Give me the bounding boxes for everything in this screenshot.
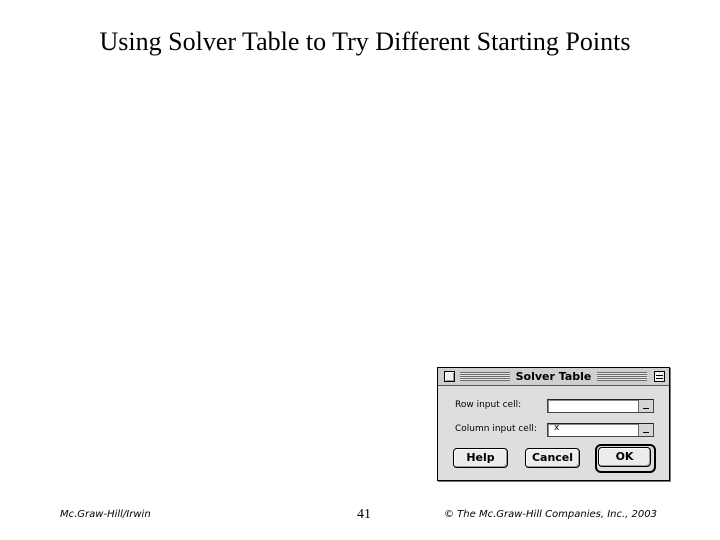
row-input-label: Row input cell: bbox=[455, 400, 522, 410]
footer-publisher: Mc.Graw-Hill/Irwin bbox=[60, 509, 151, 520]
column-input-label: Column input cell: bbox=[455, 424, 537, 434]
collapse-box-icon[interactable] bbox=[654, 371, 665, 382]
cancel-button[interactable]: Cancel bbox=[525, 448, 580, 468]
dialog-title: Solver Table bbox=[510, 369, 597, 384]
titlebar-stripes-left bbox=[460, 372, 510, 381]
row-collapse-ref-icon[interactable] bbox=[638, 400, 653, 412]
slide-title: Using Solver Table to Try Different Starting Points bbox=[99, 27, 631, 56]
dialog-titlebar[interactable] bbox=[438, 368, 669, 386]
help-button[interactable]: Help bbox=[453, 448, 508, 468]
close-box-icon[interactable] bbox=[444, 371, 455, 382]
ok-button[interactable]: OK bbox=[598, 447, 651, 467]
solver-table-dialog bbox=[437, 367, 670, 481]
column-input-value[interactable]: x bbox=[554, 423, 560, 433]
row-input-field[interactable] bbox=[547, 399, 654, 413]
footer-page-number: 41 bbox=[357, 507, 371, 522]
column-input-field[interactable] bbox=[547, 423, 654, 437]
column-collapse-ref-icon[interactable] bbox=[638, 424, 653, 436]
footer-copyright: © The Mc.Graw-Hill Companies, Inc., 2003 bbox=[444, 509, 657, 520]
titlebar-stripes-right bbox=[597, 372, 647, 381]
